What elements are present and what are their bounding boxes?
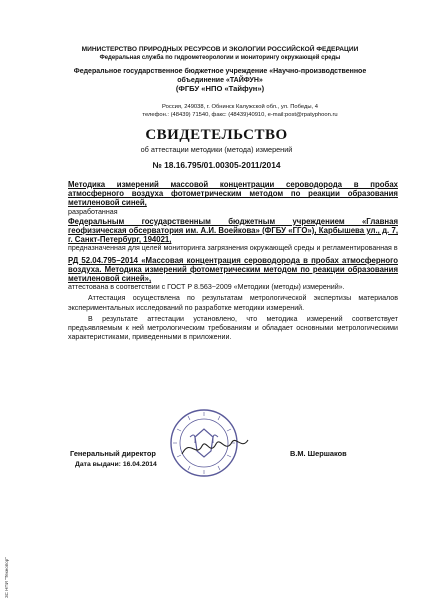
ministry-line-1: МИНИСТЕРСТВО ПРИРОДНЫХ РЕСУРСОВ И ЭКОЛОГИИ РОССИЙСКОЙ ФЕДЕРАЦИИ bbox=[81, 46, 359, 53]
side-note-text: ЗС НПИ "Технопор" bbox=[4, 557, 9, 598]
attestation-result: В результате аттестации установлено, что методика измерений соответствует предъявляемым к ней метрологическим требованиям и обладает основными метрологическими характеристиками, приведенными в приложении. bbox=[68, 314, 398, 342]
issue-date-label: Дата выдачи: bbox=[75, 461, 121, 468]
address-line-2: телефон.: (48439) 71540, факс: (48439)40910, e-mail:post@rpatyphoon.ru bbox=[142, 112, 338, 118]
institution-line-2: объединение «ТАЙФУН» bbox=[177, 76, 263, 84]
institution-header bbox=[55, 68, 385, 94]
ministry-line-2: Федеральная служба по гидрометеорологии и мониторингу окружающей среды bbox=[99, 55, 341, 61]
purpose: предназначенная для целей мониторинга загрязнения окружающей среды и регламентированная в bbox=[68, 244, 398, 253]
issue-date bbox=[75, 461, 157, 468]
institution-line-1: Федеральное государственное бюджетное учреждение «Научно-производственное bbox=[73, 68, 367, 75]
certificate-number: № 18.16.795/01.00305-2011/2014 bbox=[152, 160, 281, 170]
institution-line-3: (ФГБУ «НПО «Тайфун») bbox=[175, 84, 265, 93]
certificate-body bbox=[68, 180, 398, 342]
ministry-header bbox=[40, 46, 400, 62]
attested: аттестована в соответствии с ГОСТ Р 8.563−2009 «Методики (методы) измерений». bbox=[68, 283, 345, 292]
address-block bbox=[95, 103, 385, 119]
attestation-basis: Аттестация осуществлена по результатам метрологической экспертизы материалов экспериментальных исследований по разработке методики измерений. bbox=[68, 294, 398, 312]
issue-date-value: 16.04.2014 bbox=[122, 461, 157, 468]
signer-name: В.М. Шершаков bbox=[290, 449, 347, 458]
method-name: Методика измерений массовой концентрации сероводорода в пробах атмосферного воздуха фотометрическим методом по реакции образования метиленовой синей, bbox=[68, 180, 398, 208]
certificate-subtitle: об аттестации методики (метода) измерений bbox=[140, 145, 293, 154]
developed-label: разработанная bbox=[68, 207, 118, 216]
regulation: РД 52.04.795−2014 «Массовая концентрация сероводорода в пробах атмосферного воздуха. Методика измерений фотометрическим методом по реакции образования метиленовой синей», bbox=[68, 255, 398, 284]
signer-title: Генеральный директор bbox=[70, 449, 156, 458]
developer: Федеральным государственным бюджетным учреждением «Главная геофизическая обсерватория им. А.И. Воейкова» (ФГБУ «ГГО»), Карбышева ул., д. 7, г. Санкт-Петербург, 194021, bbox=[68, 216, 398, 245]
certificate-title: СВИДЕТЕЛЬСТВО bbox=[145, 127, 288, 143]
address-line-1: Россия, 249038, г. Обнинск Калужской обл., ул. Победы, 4 bbox=[162, 104, 318, 110]
handwritten-signature bbox=[180, 432, 250, 462]
side-note bbox=[4, 520, 14, 600]
